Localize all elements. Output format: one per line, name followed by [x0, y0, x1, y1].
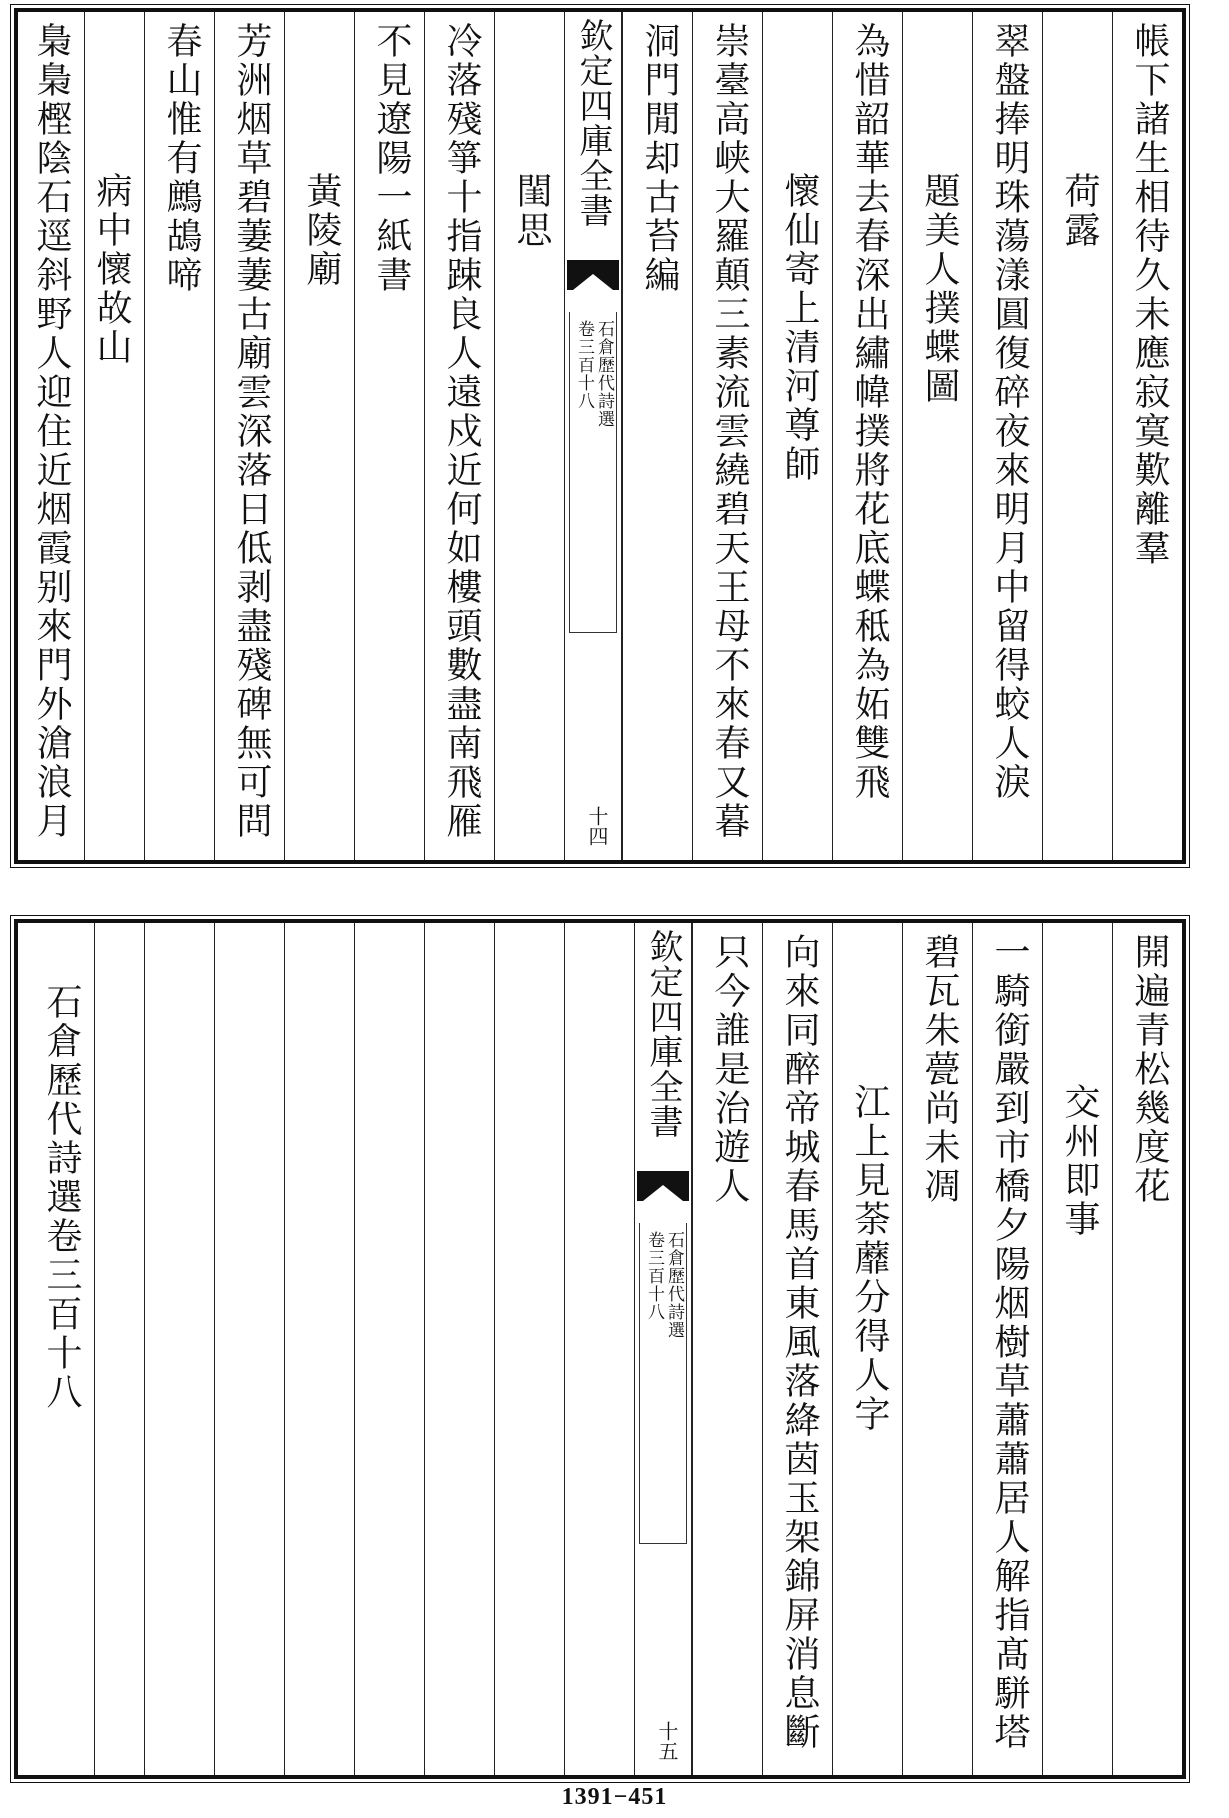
folio-number: 十四 [585, 806, 609, 846]
text-column: 崇臺高峡大羅顛三素流雲繞碧天王母不來春又暮 [692, 12, 762, 860]
text-column: 帳下諸生相待久未應寂寞歎離羣 [1112, 12, 1182, 860]
text-column: 芳洲烟草碧萋萋古廟雲深落日低剥盡殘碑無可問 [214, 12, 284, 860]
text-column: 一騎銜嚴到市橋夕陽烟樹草蕭蕭居人解指髙駢塔 [972, 923, 1042, 1775]
page-frame [14, 919, 1186, 1779]
poem-title: 荷露 [1042, 12, 1112, 860]
empty-column [494, 923, 564, 1775]
text-column: 只今誰是治遊人 [692, 923, 762, 1775]
empty-column [564, 923, 634, 1775]
centre-fold [634, 923, 692, 1775]
text-column: 開遍青松幾度花 [1112, 923, 1182, 1775]
empty-column [354, 923, 424, 1775]
fish-tail-mark [567, 260, 619, 290]
folio-number: 十五 [655, 1721, 679, 1761]
centre-volume: 卷三百十八 [644, 1231, 664, 1321]
text-column: 碧瓦朱甍尚未凋 [902, 923, 972, 1775]
text-column: 為惜韶華去春深出繡幃撲將花底蝶秪為妬雙飛 [832, 12, 902, 860]
empty-column [94, 923, 144, 1775]
text-column: 向來同醉帝城春馬首東風落絳茵玉架錦屏消息斷 [762, 923, 832, 1775]
page-bottom [0, 909, 1229, 1818]
centre-title: 欽定四庫全書 [573, 18, 613, 228]
empty-column [424, 923, 494, 1775]
poem-title: 病中懷故山 [84, 12, 144, 860]
centre-book-title: 石倉歷代詩選 [594, 320, 614, 428]
poem-title: 黃陵廟 [284, 12, 354, 860]
centre-fold [564, 12, 622, 860]
empty-column [144, 923, 214, 1775]
centre-subtitle-box [639, 1223, 687, 1544]
text-column: 翠盤捧明珠蕩漾圓復碎夜來明月中留得蛟人淚 [972, 12, 1042, 860]
empty-column [284, 923, 354, 1775]
text-column: 冷落殘箏十指踈良人遠戍近何如樓頭數盡南飛雁 [424, 12, 494, 860]
text-column: 梟梟樫陰石逕斜野人迎住近烟霞别來門外滄浪月 [31, 22, 72, 841]
colophon-column: 石倉歷代詩選卷三百十八 [41, 983, 82, 1412]
page-frame [14, 8, 1186, 864]
centre-volume: 卷三百十八 [574, 320, 594, 410]
poem-title: 交州即事 [1042, 923, 1112, 1775]
text-column: 春山惟有鷓鴣啼 [144, 12, 214, 860]
poem-title: 題美人撲蝶圖 [902, 12, 972, 860]
poem-title: 閨思 [494, 12, 564, 860]
centre-subtitle-box [569, 312, 617, 633]
poem-title: 懷仙寄上清河尊師 [762, 12, 832, 860]
centre-title: 欽定四庫全書 [643, 929, 683, 1139]
fish-tail-mark [637, 1171, 689, 1201]
poem-title: 江上見荼蘼分得人字 [832, 923, 902, 1775]
text-column: 不見遼陽一紙書 [354, 12, 424, 860]
page-number: 1391−451 [561, 1784, 668, 1810]
empty-column [214, 923, 284, 1775]
text-column: 洞門閒却古苔編 [622, 12, 692, 860]
centre-book-title: 石倉歷代詩選 [664, 1231, 684, 1339]
